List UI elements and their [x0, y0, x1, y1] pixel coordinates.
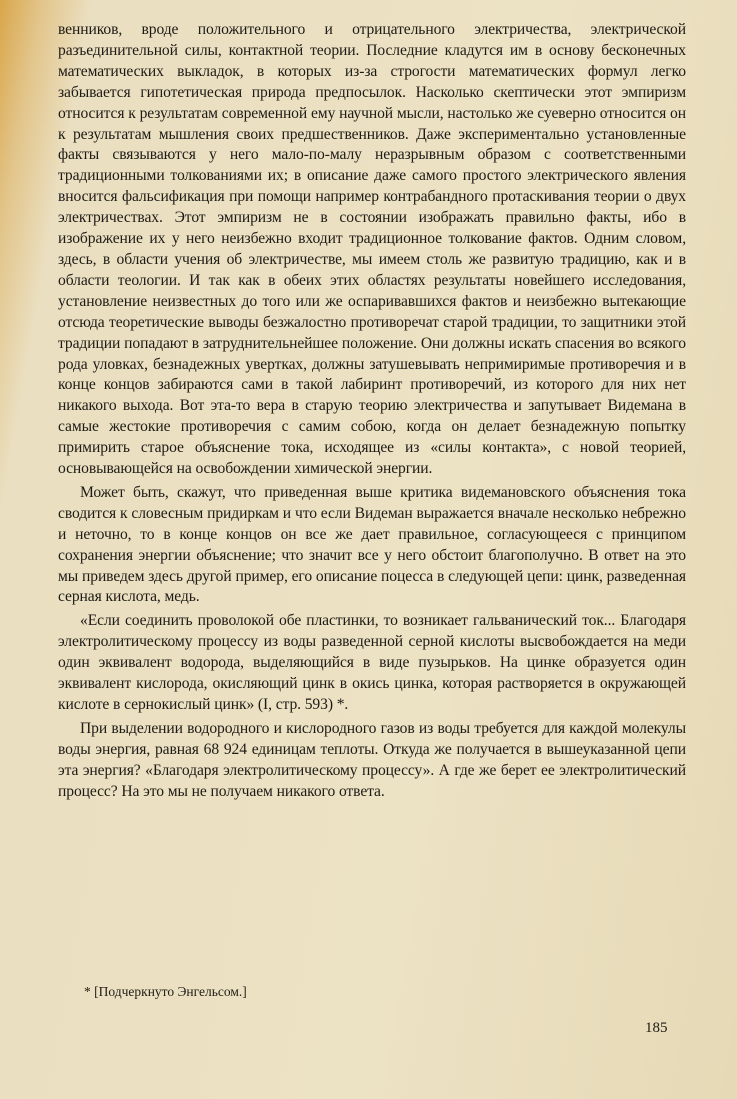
page-body: [58, 20, 686, 803]
paragraph-4: При выделении водородного и кислородного газов из воды требуется для каждой молекулы воды энергия, равная 68 924 единицам теплоты. Откуда же получается в вышеуказанной цепи эта энергия? «Благодаря электролитическому процессу». А где же берет ее электролитический процесс? На это мы не получаем никакого ответа.: [58, 719, 686, 800]
footnote: * [Подчеркнуто Энгельсом.]: [84, 984, 247, 999]
page-number: 185: [645, 1020, 668, 1036]
paragraph-2: Может быть, скажут, что приведенная выше критика видемановского объяснения тока сводится к словесным придиркам и что если Видеман выражается вначале несколько небрежно и неточно, то в конце концов он все же дает правильное, согласующееся с принципом сохранения энергии объяснение; что значит все у него обстоит благополучно. В ответ на это мы приведем здесь другой пример, его описание поцесса в следующей цепи: цинк, разведенная серная кислота, медь.: [58, 483, 686, 606]
paragraph-3-quote: «Если соединить проволокой обе пластинки, то возникает гальванический ток... Благодаря электролитическому процессу из воды разведенной серной кислоты высвобождается на меди один эквивалент водорода, выделяющийся в виде пузырьков. На цинке образуется один эквивалент кислорода, окисляющий цинк в окись цинка, которая растворяется в окружающей кислоте в сернокислый цинк» (I, стр. 593) *.: [58, 612, 686, 713]
paragraph-1: венников, вроде положительного и отрицательного электричества, электрической разъединительной силы, контактной теории. Последние кладутся им в основу бесконечных математических выкладок, в которых из-за строгости математических формул легко забывается гипотетическая природа предпосылок. Насколько скептически этот эмпиризм относится к результатам современной ему научной мысли, настолько же суеверно относится он к результатам мышления своих предшественников. Даже экспериментально установленные факты связываются у него мало-по-малу неразрывным образом с соответственными традиционными толкованиями их; в описание даже самого простого электрического явления вносится фальсификация при помощи например контрабандного протаскивания теории о двух электричествах. Этот эмпиризм не в состоянии изображать правильно факты, ибо в изображение их у него неизбежно входит традиционное толкование фактов. Одним словом, здесь, в области учения об электричестве, мы имеем столь же развитую традицию, как и в области теологии. И так как в обеих этих областях результаты новейшего исследования, установление неизвестных до того или же оспаривавшихся фактов и неизбежно вытекающие отсюда теоретические выводы безжалостно противоречат старой традиции, то защитники этой традиции попадают в затруднительнейшее положение. Они должны искать спасения во всякого рода уловках, безнадежных увертках, должны затушевывать непримиримые противоречия и в конце концов забираются сами в такой лабиринт противоречий, из которого для них нет никакого выхода. Вот эта-то вера в старую теорию электричества и запутывает Видемана в самые жестокие противоречия с самим собою, когда он делает безнадежную попытку примирить старое объяснение тока, исходящее из «силы контакта», с новой теорией, основывающейся на освобождении химической энергии.: [58, 21, 686, 478]
